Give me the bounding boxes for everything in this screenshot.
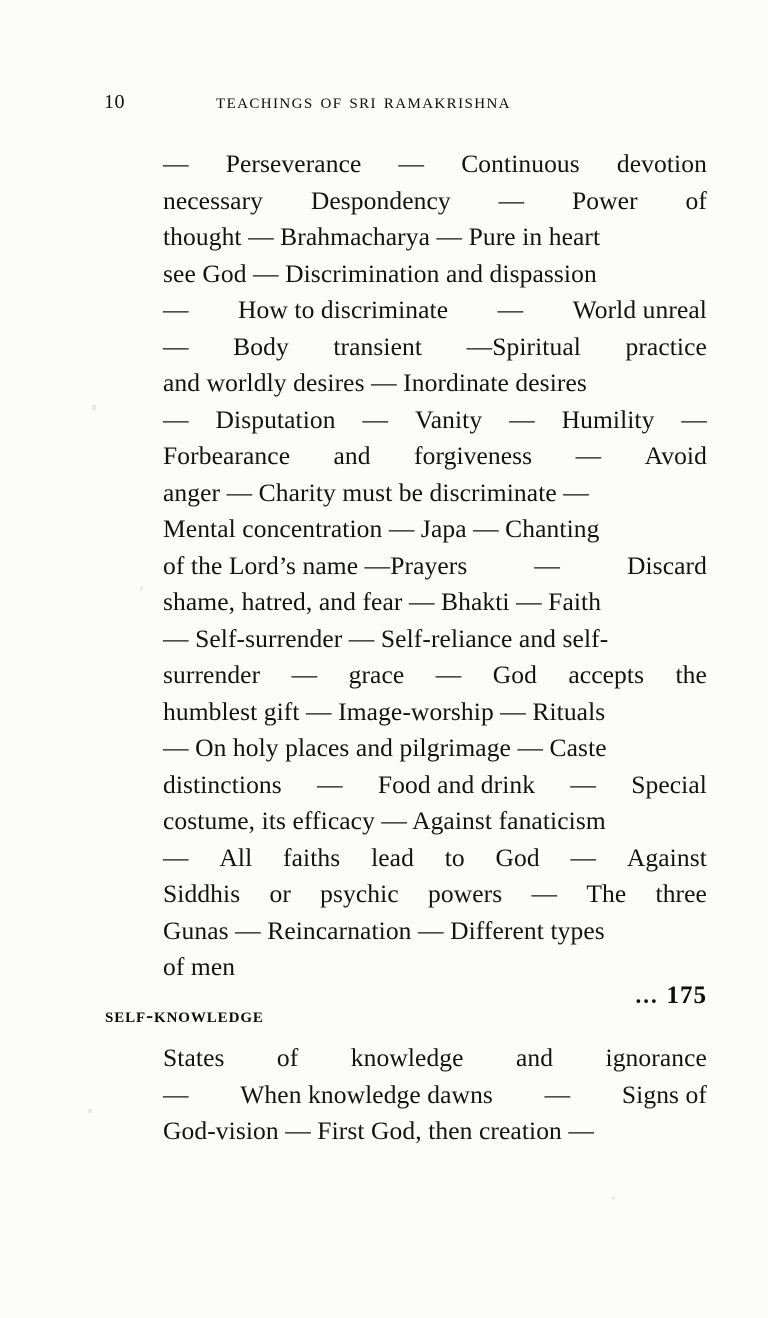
scan-speck — [92, 404, 96, 411]
contents-line-segment: humblest gift — Image-worship — Rituals — [163, 696, 606, 726]
contents-line-segment: Humility — [561, 404, 655, 434]
contents-line-segment: — — [681, 404, 707, 434]
contents-line-segment: — — [498, 185, 525, 215]
contents-line-segment: — — [163, 404, 189, 434]
contents-line-segment: States — [163, 1043, 225, 1072]
contents-line-segment: Perseverance — [225, 149, 362, 178]
contents-line — [163, 1113, 707, 1150]
contents-line — [163, 183, 707, 220]
contents-line — [163, 219, 707, 256]
contents-line-segment: and — [515, 1043, 554, 1072]
contents-line — [163, 329, 707, 366]
contents-line-segment: of — [685, 185, 707, 215]
contents-line-segment: World unreal — [572, 295, 707, 324]
contents-line-segment: — Self-surrender — Self-reliance and self- — [163, 623, 609, 653]
contents-line-segment: Avoid — [644, 441, 707, 470]
contents-line-segment: the — [675, 660, 707, 689]
contents-line-segment: The — [586, 879, 627, 908]
contents-line-segment: and worldly desires — Inordinate desires — [163, 368, 587, 397]
contents-line-segment: necessary — [163, 185, 264, 215]
contents-line-segment: — — [544, 1079, 571, 1109]
contents-line — [163, 621, 707, 658]
contents-line — [163, 730, 707, 767]
contents-line — [163, 1040, 707, 1077]
contents-line-segment: All — [219, 842, 253, 872]
contents-line-segment: — — [163, 1079, 189, 1109]
contents-line-segment: surrender — [163, 660, 261, 689]
contents-line-segment: knowledge — [350, 1043, 464, 1072]
contents-line-segment: — — [398, 149, 425, 178]
contents-line — [163, 475, 707, 512]
contents-line-segment: Body — [233, 331, 289, 361]
scan-speck — [612, 1196, 615, 1200]
contents-line-segment: God-vision — First God, then creation — — [163, 1116, 594, 1145]
running-head-title: teachings of sri ramakrishna — [216, 88, 511, 113]
contents-line-segment: — — [317, 769, 343, 799]
page-folio-number: 10 — [104, 91, 125, 113]
contents-line-segment: transient — [333, 331, 423, 361]
contents-line — [163, 292, 707, 329]
contents-entry-one — [163, 146, 707, 1030]
contents-line-segment: or — [269, 879, 291, 908]
contents-line-segment: three — [655, 879, 707, 908]
contents-line-segment: How to discriminate — [238, 295, 449, 324]
contents-line — [163, 913, 707, 950]
contents-line-segment: lead — [371, 842, 414, 872]
contents-line-segment: practice — [625, 331, 707, 361]
contents-line-segment: devotion — [616, 149, 707, 178]
contents-line-segment: Mental concentration — Japa — Chanting — [163, 514, 600, 543]
contents-line-segment: grace — [348, 660, 405, 689]
contents-line-segment: Against — [626, 842, 707, 872]
contents-line-segment: Siddhis — [163, 879, 241, 908]
contents-line-segment: Discard — [626, 550, 707, 580]
contents-line-segment: Signs of — [621, 1079, 707, 1109]
contents-line — [163, 767, 707, 804]
contents-line-segment: Disputation — [215, 404, 336, 434]
contents-line-segment: When knowledge dawns — [240, 1079, 493, 1109]
contents-line-segment: of the Lord’s name —Prayers — [163, 550, 468, 580]
contents-line — [163, 1077, 707, 1114]
contents-line-segment: — — [163, 295, 189, 324]
running-head — [104, 88, 664, 122]
contents-line-segment: of men — [163, 952, 236, 981]
contents-line-segment: accepts — [568, 660, 645, 689]
contents-line-segment: anger — Charity must be discriminate — — [163, 477, 589, 507]
contents-line-segment: God — [492, 660, 537, 689]
scan-speck — [140, 586, 143, 591]
contents-line-segment: —Spiritual — [466, 331, 581, 361]
contents-line — [163, 146, 707, 183]
contents-line-segment: of — [276, 1043, 299, 1072]
contents-line — [163, 256, 707, 293]
contents-line-segment: — — [531, 879, 558, 908]
contents-line — [163, 876, 707, 913]
contents-line — [163, 584, 707, 621]
contents-line — [163, 694, 707, 731]
contents-line-segment: — — [570, 769, 596, 799]
contents-line-segment: thought — Brahmacharya — Pure in heart — [163, 222, 601, 251]
contents-line-segment: Gunas — Reincarnation — Different types — [163, 915, 605, 945]
contents-line-segment: Vanity — [415, 404, 483, 434]
contents-line-segment: powers — [428, 879, 503, 908]
contents-line-segment: — — [163, 842, 189, 872]
contents-line — [163, 949, 707, 986]
contents-line — [163, 657, 707, 694]
contents-line-segment: — — [163, 149, 189, 178]
contents-line-segment: — — [575, 441, 602, 470]
contents-line-segment: forgiveness — [414, 441, 533, 470]
contents-line-segment: — — [497, 295, 524, 324]
contents-line-segment: shame, hatred, and fear — Bhakti — Faith — [163, 587, 602, 616]
page-reference-leader: ... — [635, 982, 667, 1008]
contents-line-segment: — — [534, 550, 560, 580]
contents-line — [163, 803, 707, 840]
contents-line-segment: — — [509, 404, 535, 434]
contents-line-segment: psychic — [320, 879, 399, 908]
contents-line-segment: — — [362, 404, 389, 434]
contents-line-segment: — — [570, 842, 597, 872]
contents-line-segment: and — [333, 441, 371, 470]
contents-line-segment: ignorance — [605, 1043, 707, 1072]
contents-line-segment: costume, its efficacy — Against fanaticism — [163, 806, 606, 835]
contents-entry-two — [163, 1040, 707, 1150]
contents-line-segment: Power — [572, 185, 638, 215]
contents-line — [163, 365, 707, 402]
contents-line-segment: — On holy places and pilgrimage — Caste — [163, 733, 607, 762]
contents-line — [163, 402, 707, 439]
contents-line-segment: faiths — [283, 842, 341, 872]
contents-line-segment: — — [435, 660, 462, 689]
contents-line-segment: God — [495, 842, 540, 872]
contents-line — [163, 840, 707, 877]
contents-line-segment: to — [444, 842, 465, 872]
section-heading-self-knowledge: self-knowledge — [105, 1003, 264, 1027]
page-reference[interactable] — [636, 982, 708, 1010]
contents-line-segment: — — [163, 331, 189, 361]
contents-line-segment: Continuous — [461, 149, 580, 178]
page-reference-number: 175 — [666, 981, 707, 1009]
contents-line-segment: Food and drink — [377, 769, 536, 799]
contents-line — [163, 438, 707, 475]
contents-line — [163, 511, 707, 548]
contents-line-segment: distinctions — [163, 769, 282, 799]
contents-line-segment: see God — Discrimination and dispassion — [163, 258, 597, 288]
scan-speck — [88, 1108, 92, 1114]
contents-line — [163, 548, 707, 585]
contents-line-segment: — — [291, 660, 318, 689]
contents-line-segment: Special — [631, 769, 707, 799]
contents-line-segment: Despondency — [310, 185, 451, 215]
contents-line-segment: Forbearance — [163, 441, 291, 470]
